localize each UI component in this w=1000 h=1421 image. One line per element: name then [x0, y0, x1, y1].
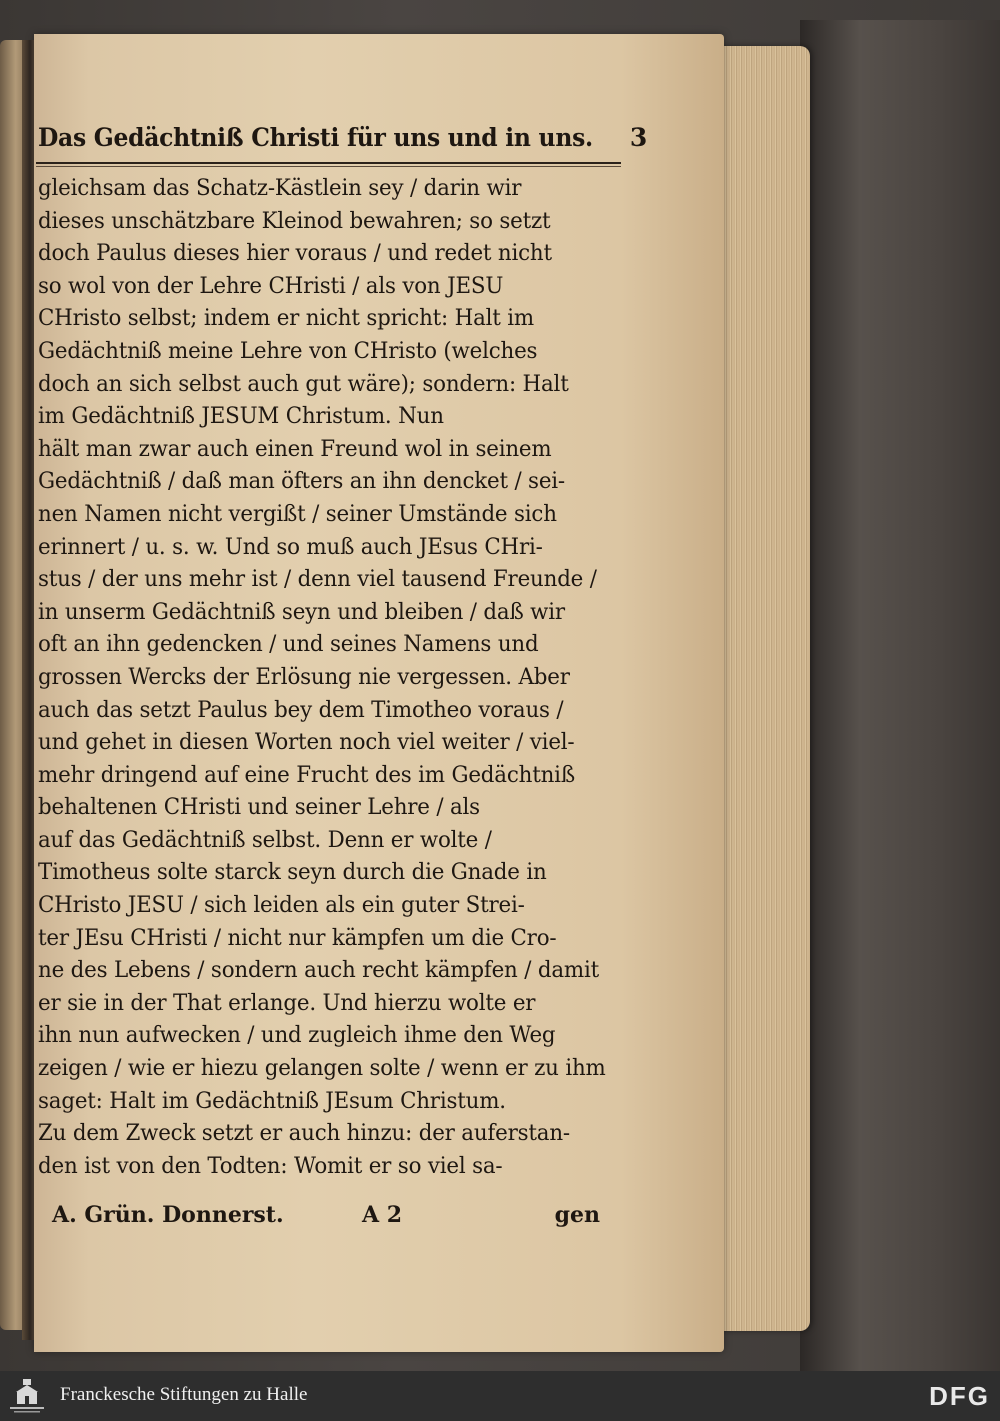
text-line: doch Paulus dieses hier voraus / und redet nicht: [38, 240, 552, 267]
dfg-logo: DFG: [929, 1381, 990, 1411]
text-line: hält man zwar auch einen Freund wol in seinem: [38, 435, 552, 462]
text-line: erinnert / u. s. w. Und so muß auch JEsus CHri-: [38, 533, 543, 560]
text-line: Gedächtniß meine Lehre von CHristo (welches: [38, 337, 538, 364]
text-line: Zu dem Zweck setzt er auch hinzu: der auferstan-: [38, 1120, 570, 1147]
book-cover: [800, 20, 1000, 1371]
header-rule-thin: [36, 166, 621, 167]
text-line: ter JEsu CHristi / nicht nur kämpfen um die Cro-: [38, 924, 557, 951]
footer-bar: [0, 1371, 1000, 1421]
text-line: CHristo JESU / sich leiden als ein guter Strei-: [38, 892, 525, 919]
text-line: nen Namen nicht vergißt / seiner Umstände sich: [38, 500, 557, 527]
running-head: [38, 118, 647, 156]
page-number: 3: [629, 122, 647, 152]
text-line: behaltenen CHristi und seiner Lehre / als: [38, 794, 480, 821]
text-line: oft an ihn gedencken / und seines Namens und: [38, 631, 539, 658]
text-line: ne des Lebens / sondern auch recht kämpfen / damit: [38, 957, 599, 984]
signature-line: A. Grün. Donnerst.: [52, 1202, 284, 1228]
text-line: gleichsam das Schatz-Kästlein sey / darin wir: [38, 175, 522, 201]
text-line: CHristo selbst; indem er nicht spricht: Halt im: [38, 305, 535, 332]
text-line: den ist von den Todten: Womit er so viel sa-: [38, 1152, 503, 1179]
text-line: auf das Gedächtniß selbst. Denn er wolte /: [38, 826, 492, 853]
text-line: und gehet in diesen Worten noch viel weiter / viel-: [38, 729, 575, 756]
page-footer: [40, 1202, 600, 1238]
text-line: mehr dringend auf eine Frucht des im Gedächtniß: [38, 761, 575, 788]
text-line: er sie in der That erlange. Und hierzu wolte er: [38, 989, 536, 1016]
text-line: Gedächtniß / daß man öfters an ihn dencket / sei-: [38, 468, 565, 495]
catchword: gen: [554, 1202, 600, 1228]
francke-foundation-logo-icon: [6, 1376, 48, 1416]
text-line: zeigen / wie er hiezu gelangen solte / wenn er zu ihm: [38, 1055, 606, 1082]
text-line: grossen Wercks der Erlösung nie vergessen. Aber: [38, 663, 570, 690]
text-line: auch das setzt Paulus bey dem Timotheo voraus /: [38, 696, 564, 723]
body-text: [38, 172, 638, 1182]
text-line: doch an sich selbst auch gut wäre); sondern: Halt: [38, 370, 569, 397]
text-line: dieses unschätzbare Kleinod bewahren; so setzt: [38, 207, 551, 234]
page-block-edges: [716, 46, 810, 1331]
text-line: ihn nun aufwecken / und zugleich ihme den Weg: [38, 1022, 556, 1049]
text-line: saget: Halt im Gedächtniß JEsum Christum.: [38, 1087, 506, 1114]
text-line: so wol von der Lehre CHristi / als von JESU: [38, 272, 504, 299]
text-line: stus / der uns mehr ist / denn viel tausend Freunde /: [38, 566, 597, 593]
text-line: im Gedächtniß JESUM Christum. Nun: [38, 403, 444, 430]
running-head-title: Das Gedächtniß Christi für uns und in uns.: [38, 122, 593, 152]
institution-name: Franckesche Stiftungen zu Halle: [60, 1384, 308, 1405]
text-line: Timotheus solte starck seyn durch die Gnade in: [38, 859, 547, 886]
text-line: in unserm Gedächtniß seyn und bleiben / daß wir: [38, 598, 565, 625]
header-rule: [36, 162, 621, 164]
signature-mark: A 2: [362, 1202, 403, 1228]
